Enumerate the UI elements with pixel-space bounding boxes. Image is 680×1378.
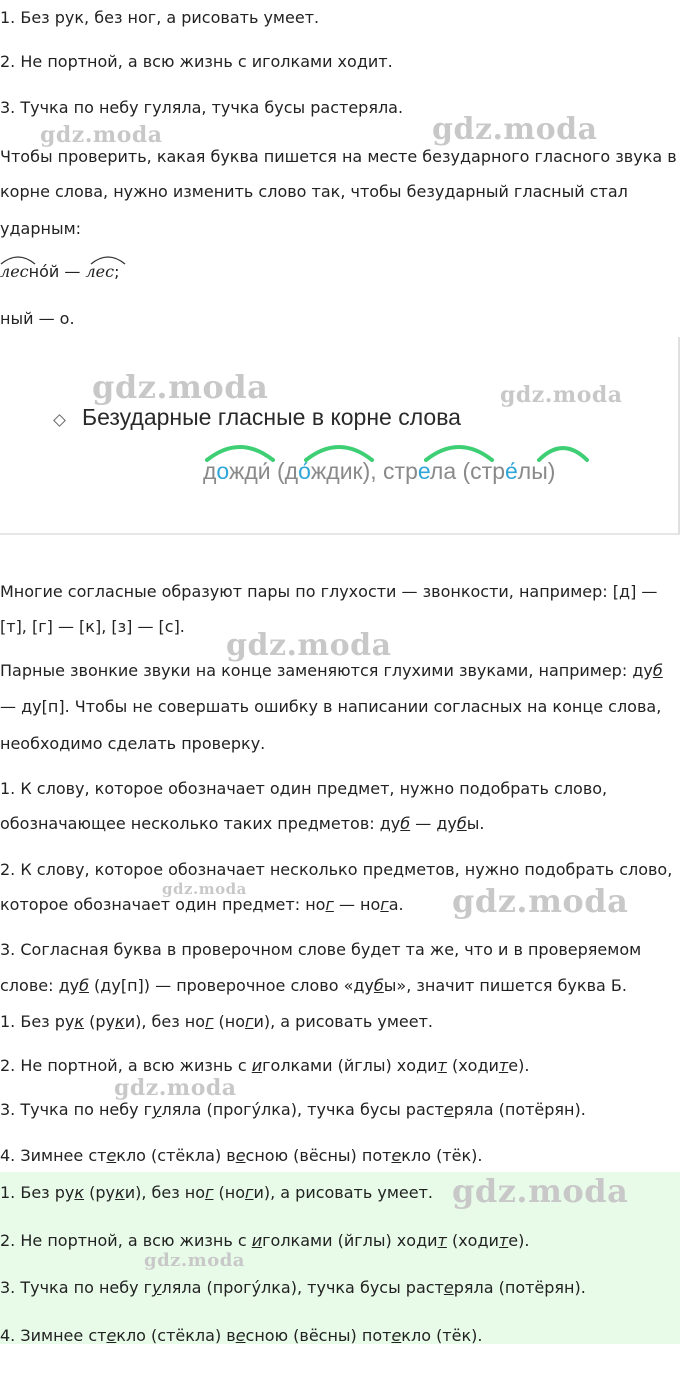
ex-vowel: е́: [505, 458, 518, 484]
seg: кло (стёкла) в: [116, 1146, 236, 1165]
consonant-text-8: 2. К слову, которое обозначает несколько предметов, нужно подобрать слово,: [0, 860, 673, 879]
seg: 4. Зимнее ст: [0, 1146, 107, 1165]
answer-2: [0, 1056, 529, 1076]
seg: 1. Без ру: [0, 1183, 75, 1202]
answer-1-highlighted: [0, 1183, 433, 1203]
seg: е).: [508, 1056, 530, 1075]
seg-highlight: е: [106, 1326, 117, 1345]
root-1: лес: [0, 262, 29, 281]
seg: ряла (потёрян).: [453, 1278, 586, 1297]
seg: и), а рисовать умеет.: [253, 1012, 433, 1031]
consonant-text-1: Многие согласные образуют пары по глухости — звонкости, например: [д] —: [0, 582, 658, 601]
watermark: gdz.moda: [114, 1075, 237, 1101]
seg-highlight: е: [235, 1146, 246, 1165]
consonant-text-7: [0, 814, 484, 834]
seg-highlight: б: [400, 814, 411, 833]
seg: кло (тёк).: [401, 1326, 483, 1345]
riddle-line-3: 3. Тучка по небу гуляла, тучка бусы растеряла.: [0, 98, 404, 117]
seg-highlight: б: [373, 976, 384, 995]
rule-text-line-3: ударным:: [0, 219, 82, 238]
answer-1: [0, 1012, 433, 1032]
ex-seg: д: [203, 458, 217, 484]
seg-highlight: г: [325, 895, 334, 914]
seg-highlight: к: [115, 1012, 125, 1031]
seg: (ходи: [446, 1231, 499, 1250]
ex-seg: жди́ (д: [228, 458, 299, 484]
seg: 4. Зимнее ст: [0, 1326, 107, 1345]
seg-highlight: е: [443, 1100, 454, 1119]
seg-highlight: б: [456, 814, 467, 833]
root-2: лес: [85, 262, 115, 281]
example-end: ;: [114, 262, 120, 281]
seg: ляла (прогу́лка), тучка бусы раст: [161, 1278, 444, 1297]
ex-seg: ла (стр: [429, 458, 505, 484]
seg-highlight: т: [437, 1231, 447, 1250]
watermark: gdz.moda: [92, 368, 269, 406]
seg: обозначающее несколько таких предметов: ду: [0, 814, 401, 833]
example-middle: но́й —: [28, 262, 86, 281]
consonant-text-3: [0, 661, 663, 681]
answer-2-highlighted: [0, 1231, 529, 1251]
seg-highlight: и: [251, 1056, 263, 1075]
answer-3-highlighted: [0, 1278, 586, 1298]
root-arc-2: [90, 252, 126, 266]
seg: (ру: [84, 1012, 116, 1031]
seg: и), а рисовать умеет.: [253, 1183, 433, 1202]
seg: а.: [388, 895, 404, 914]
seg: которое обозначает один предмет: но: [0, 895, 326, 914]
consonant-text-5: необходимо сделать проверку.: [0, 734, 266, 753]
seg: (но: [213, 1012, 246, 1031]
watermark: gdz.moda: [144, 1250, 245, 1271]
seg: ы.: [466, 814, 485, 833]
seg: сною (вёсны) пот: [245, 1146, 392, 1165]
answer-4: [0, 1146, 482, 1166]
rule-text-line-1: Чтобы проверить, какая буква пишется на месте безударного гласного звука в: [0, 147, 677, 166]
consonant-text-2: [т], [г] — [к], [з] — [с].: [0, 617, 185, 636]
seg-highlight: у: [152, 1278, 162, 1297]
seg: (ходи: [446, 1056, 499, 1075]
root-arc-1: [0, 252, 36, 266]
seg: 3. Тучка по небу г: [0, 1100, 153, 1119]
rule-text-line-2: корне слова, нужно изменить слово так, чтобы безударный гласный стал: [0, 182, 628, 201]
seg-highlight: и: [251, 1231, 263, 1250]
watermark: gdz.moda: [432, 112, 598, 147]
watermark: gdz.moda: [452, 1172, 629, 1210]
seg-highlight: г: [205, 1183, 214, 1202]
rule-text-line-4: ный — о.: [0, 309, 75, 328]
answer-4-highlighted: [0, 1326, 482, 1346]
seg-highlight: т: [437, 1056, 447, 1075]
seg: е).: [508, 1231, 530, 1250]
consonant-text-11: [0, 976, 627, 996]
seg-highlight: е: [391, 1146, 402, 1165]
ex-seg: ждик), стр: [310, 458, 418, 484]
seg-highlight: е: [443, 1278, 454, 1297]
watermark: gdz.moda: [452, 882, 629, 920]
ex-vowel: о: [216, 458, 229, 484]
seg: ляла (прогу́лка), тучка бусы раст: [161, 1100, 444, 1119]
seg: (но: [213, 1183, 246, 1202]
watermark: gdz.moda: [162, 880, 247, 898]
seg: ы», значит пишется буква Б.: [383, 976, 627, 995]
seg: слове: ду: [0, 976, 80, 995]
consonant-text-4: — ду[п]. Чтобы не совершать ошибку в написании согласных на конце слова,: [0, 697, 662, 716]
seg-highlight: у: [152, 1100, 162, 1119]
seg-highlight: е: [106, 1146, 117, 1165]
seg-highlight: е: [391, 1326, 402, 1345]
seg: голками (йглы) ходи: [262, 1231, 438, 1250]
consonant-text-6: 1. К слову, которое обозначает один предмет, нужно подобрать слово,: [0, 779, 608, 798]
seg-highlight: г: [205, 1012, 214, 1031]
seg: и), без но: [124, 1183, 206, 1202]
rule-card-example: [203, 458, 555, 485]
seg: 2. Не портной, а всю жизнь с: [0, 1231, 252, 1250]
seg-highlight: г: [245, 1183, 254, 1202]
seg-highlight: б: [652, 661, 663, 680]
seg-highlight: б: [79, 976, 89, 995]
seg: Парные звонкие звуки на конце заменяются глухими звуками, например: ду: [0, 661, 653, 680]
answer-3: [0, 1100, 586, 1120]
seg: 2. Не портной, а всю жизнь с: [0, 1056, 252, 1075]
seg: и), без но: [124, 1012, 206, 1031]
seg: — ду: [410, 814, 457, 833]
rule-card: [0, 337, 680, 535]
watermark: gdz.moda: [226, 628, 392, 663]
seg: — но: [333, 895, 381, 914]
seg: 1. Без ру: [0, 1012, 75, 1031]
rule-card-title: Безударные гласные в корне слова: [82, 404, 461, 430]
seg: 3. Тучка по небу г: [0, 1278, 153, 1297]
riddle-line-2: 2. Не портной, а всю жизнь с иголками ходит.: [0, 52, 393, 71]
seg-highlight: к: [74, 1012, 85, 1031]
seg: кло (стёкла) в: [116, 1326, 236, 1345]
seg-highlight: к: [115, 1183, 125, 1202]
seg-highlight: т: [498, 1231, 509, 1250]
seg: сною (вёсны) пот: [245, 1326, 392, 1345]
ex-vowel: о́: [298, 458, 311, 484]
seg: кло (тёк).: [401, 1146, 483, 1165]
consonant-text-9: [0, 895, 404, 915]
seg: (ру: [84, 1183, 116, 1202]
seg-highlight: т: [498, 1056, 509, 1075]
ex-vowel: е: [417, 458, 430, 484]
seg: ряла (потёрян).: [453, 1100, 586, 1119]
seg-highlight: г: [380, 895, 389, 914]
seg-highlight: г: [245, 1012, 254, 1031]
watermark: gdz.moda: [40, 122, 163, 148]
riddle-line-1: 1. Без рук, без ног, а рисовать умеет.: [0, 8, 320, 27]
watermark: gdz.moda: [500, 382, 623, 408]
seg-highlight: е: [235, 1326, 246, 1345]
seg: (ду[п]) — проверочное слово «ду: [88, 976, 374, 995]
ex-seg: лы): [517, 458, 556, 484]
consonant-text-10: 3. Согласная буква в проверочном слове будет та же, что и в проверяемом: [0, 940, 642, 959]
seg: голками (йглы) ходи: [262, 1056, 438, 1075]
seg-highlight: к: [74, 1183, 85, 1202]
